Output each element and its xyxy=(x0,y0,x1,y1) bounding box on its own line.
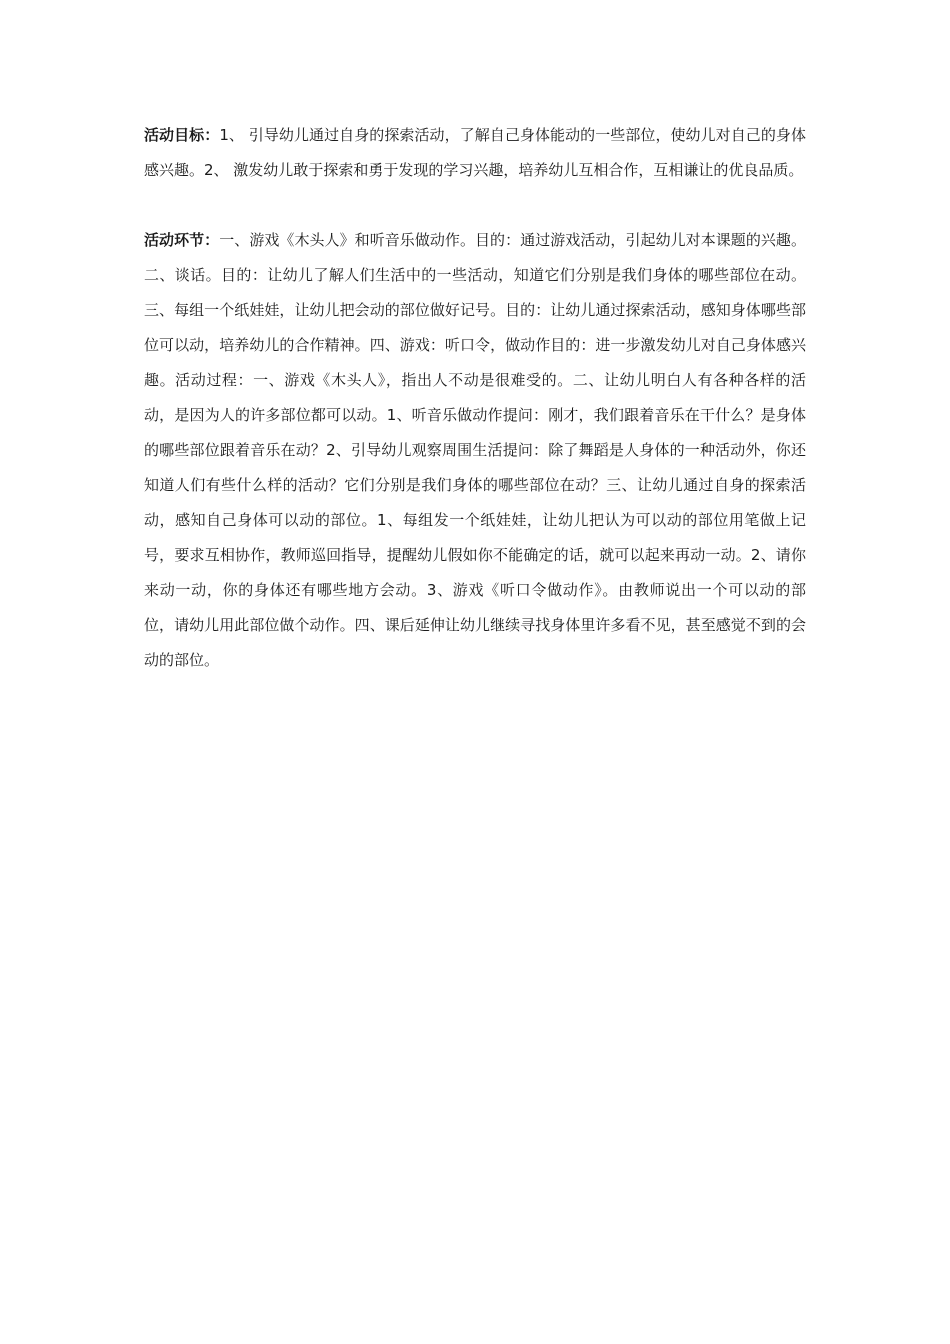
activity-goals-text: 1、 引导幼儿通过自身的探索活动，了解自己身体能动的一些部位，使幼儿对自己的身体感兴趣。2、 激发幼儿敢于探索和勇于发现的学习兴趣，培养幼儿互相合作，互相谦让的优良品质。 xyxy=(144,126,806,179)
activity-steps-label: 活动环节： xyxy=(144,231,220,249)
activity-steps-paragraph xyxy=(144,223,806,678)
activity-goals-label: 活动目标： xyxy=(144,126,220,144)
document-page xyxy=(144,118,806,678)
activity-steps-text: 一、游戏《木头人》和听音乐做动作。目的：通过游戏活动，引起幼儿对本课题的兴趣。二、谈话。目的：让幼儿了解人们生活中的一些活动，知道它们分别是我们身体的哪些部位在动。三、每组一个纸娃娃，让幼儿把会动的部位做好记号。目的：让幼儿通过探索活动，感知身体哪些部位可以动，培养幼儿的合作精神。四、游戏：听口令，做动作目的：进一步激发幼儿对自己身体感兴趣。活动过程：一、游戏《木头人》，指出人不动是很难受的。二、让幼儿明白人有各种各样的活动，是因为人的许多部位都可以动。1、听音乐做动作提问：刚才，我们跟着音乐在干什么？是身体的哪些部位跟着音乐在动？2、引导幼儿观察周围生活提问：除了舞蹈是人身体的一种活动外，你还知道人们有些什么样的活动？它们分别是我们身体的哪些部位在动？三、让幼儿通过自身的探索活动，感知自己身体可以动的部位。1、每组发一个纸娃娃，让幼儿把认为可以动的部位用笔做上记号，要求互相协作，教师巡回指导，提醒幼儿假如你不能确定的话，就可以起来再动一动。2、请你来动一动，你的身体还有哪些地方会动。3、游戏《听口令做动作》。由教师说出一个可以动的部位，请幼儿用此部位做个动作。四、课后延伸让幼儿继续寻找身体里许多看不见，甚至感觉不到的会动的部位。 xyxy=(144,231,806,669)
activity-goals-paragraph xyxy=(144,118,806,188)
